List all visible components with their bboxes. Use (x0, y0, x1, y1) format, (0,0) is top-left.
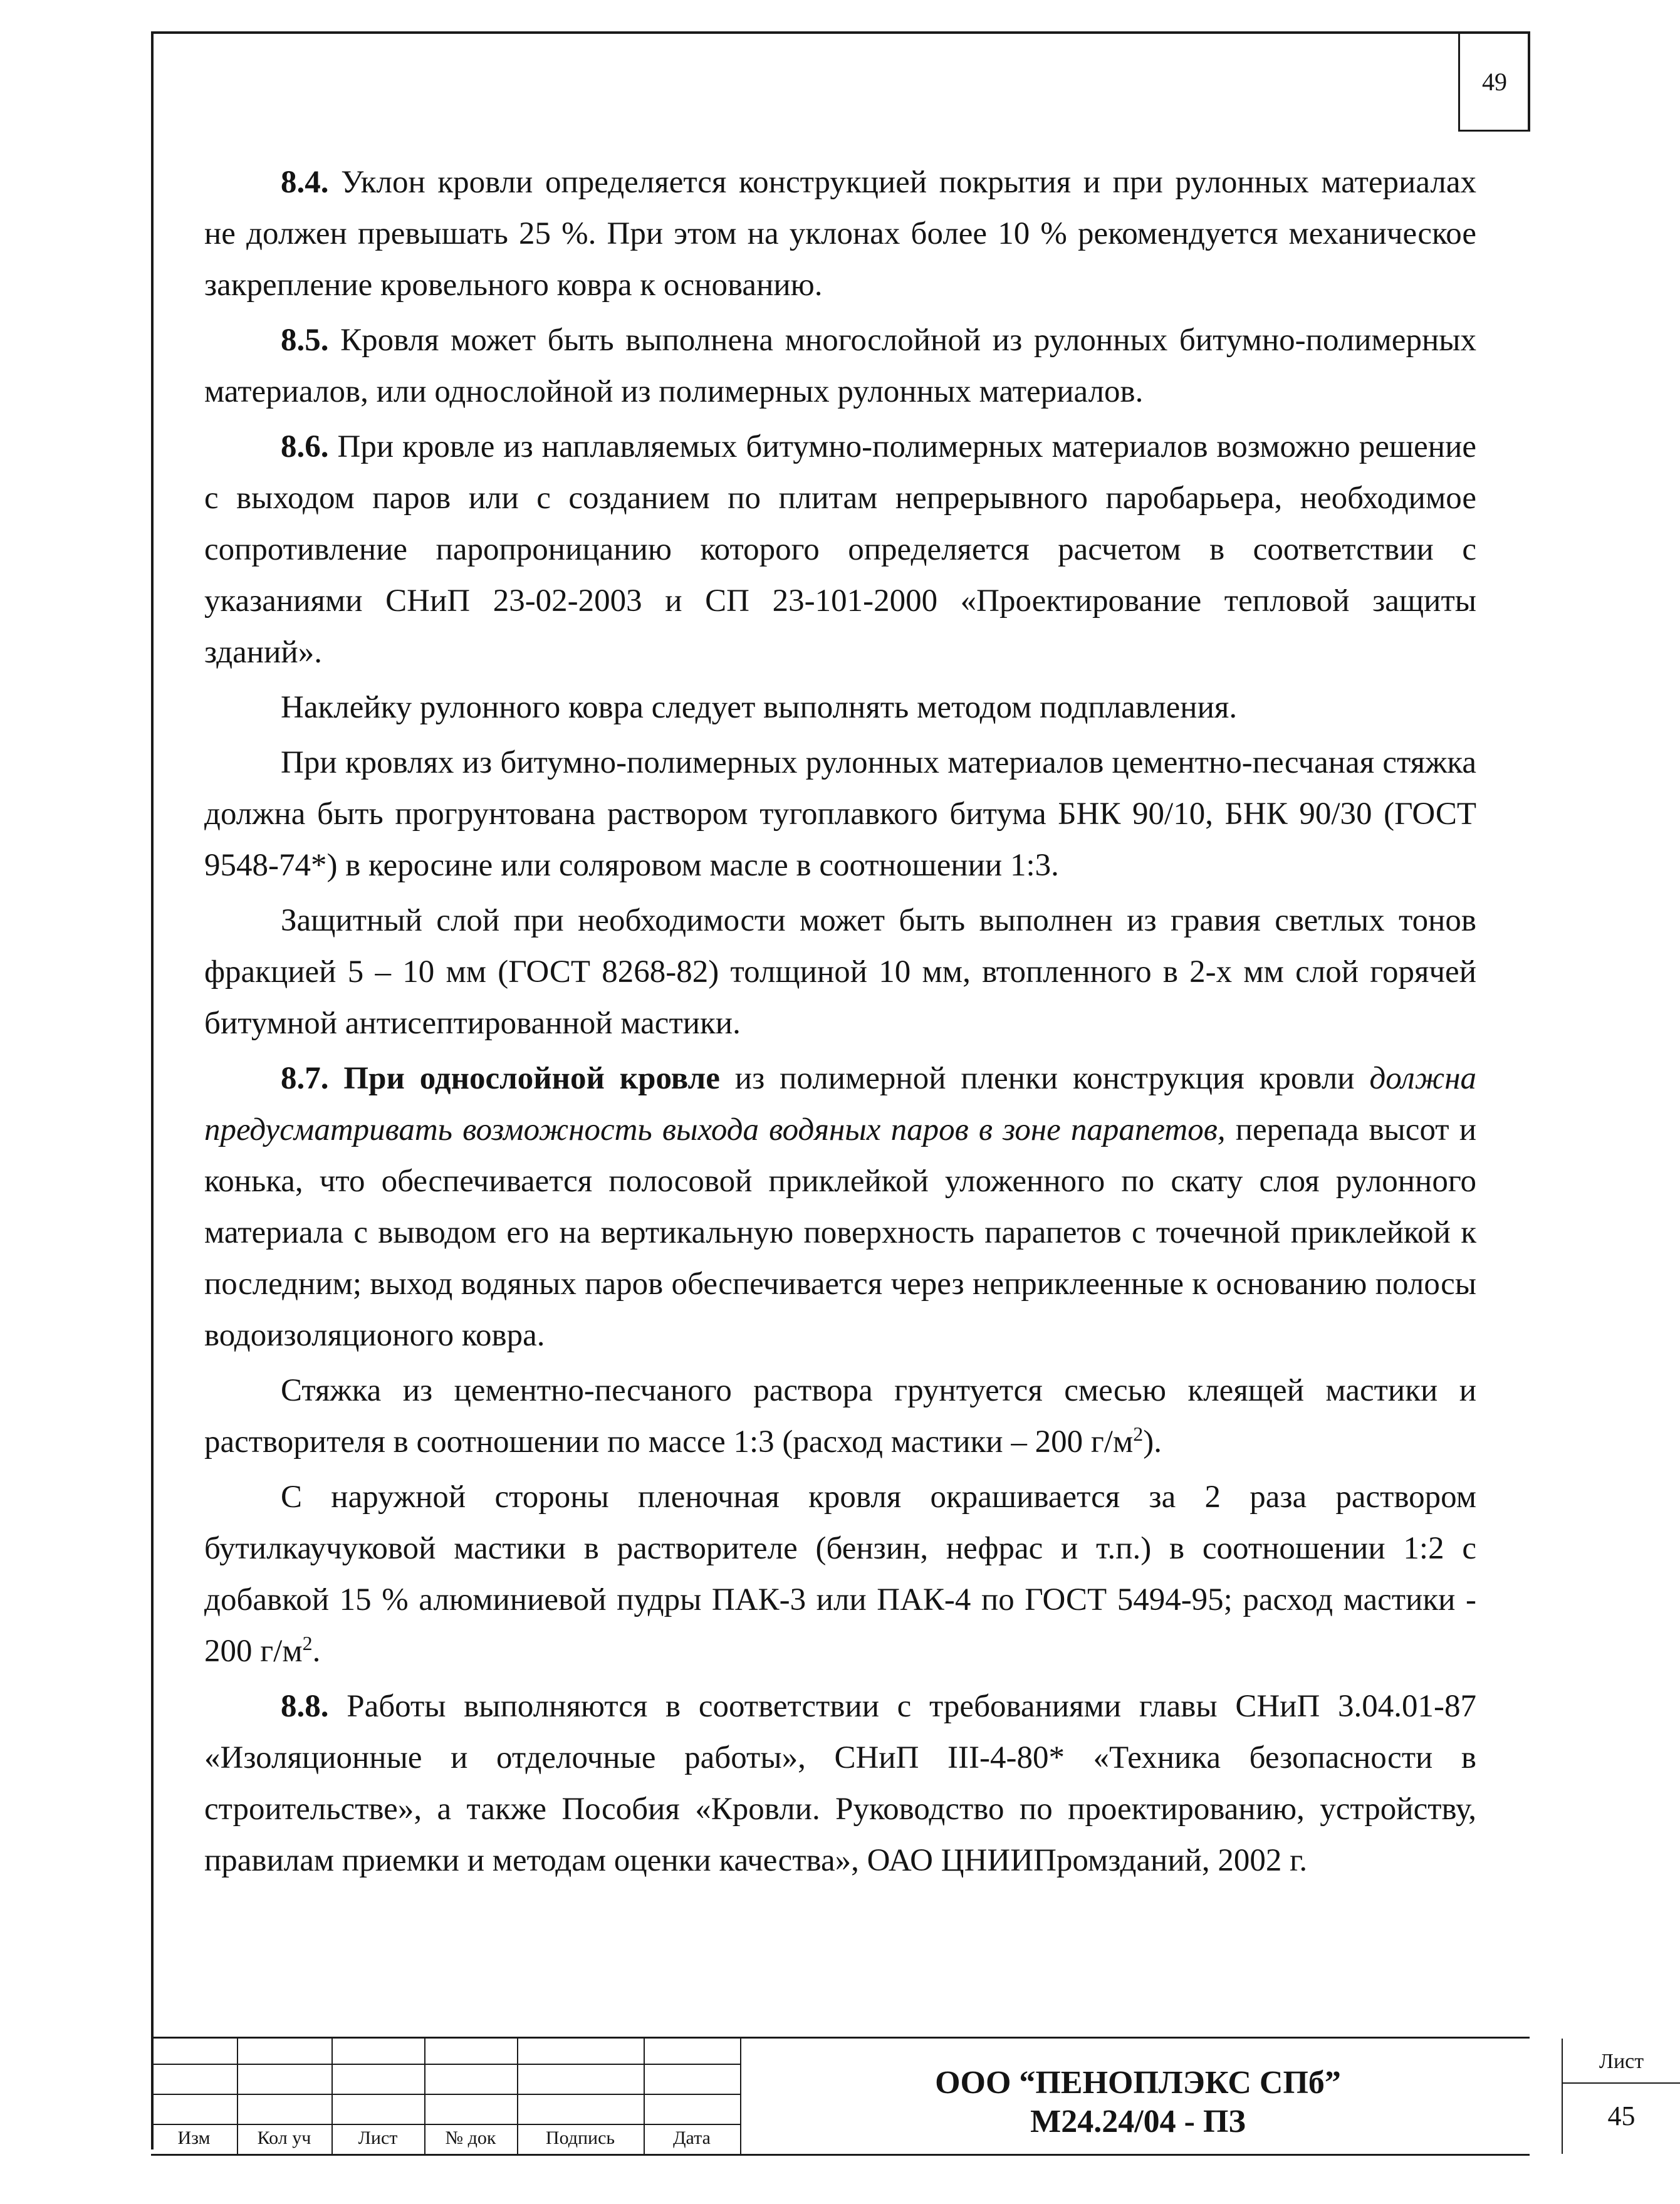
paragraph-8-4 (204, 157, 1476, 311)
paragraph-text: из полимерной пленки конструкция кровли (719, 1061, 1370, 1096)
organization-name: ООО “ПЕНОПЛЭКС СПб” (935, 2065, 1341, 2101)
paragraph-screed (204, 1365, 1476, 1468)
page-number: 49 (1482, 68, 1507, 96)
section-number: 8.4. (281, 165, 329, 200)
stamp-col-signature: Подпись (545, 2128, 615, 2148)
paragraph-tail: ). (1143, 1424, 1162, 1460)
stamp-col-line (740, 2039, 741, 2154)
paragraph-text: Уклон кровли определяется конструкцией покрытия и при рулонных материалах не должен превышать 25 %. При этом на уклонах более 10 % рекомендуется механическое закрепление кровельного ковра к основанию. (204, 165, 1476, 303)
paragraph-text: Работы выполняются в соответствии с требованиями главы СНиП 3.04.01-87 «Изоляционные и отделочные работы», СНиП III-4-80* «Техника безопасности в строительстве», а также Пособия «Кровли. Руководство по проектированию, устройству, правилам приемки и методам оценки качества», ОАО ЦНИИПромзданий, 2002 г. (204, 1689, 1476, 1878)
paragraph-8-5 (204, 315, 1476, 417)
paragraph-text: С наружной стороны пленочная кровля окрашивается за 2 раза раствором бутилкаучуковой мастики в растворителе (бензин, нефрас и т.п.) в соотношении 1:2 с добавкой 15 % алюминиевой пудры ПАК-3 или ПАК-4 по ГОСТ 5494-95; расход мастики - 200 г/м (204, 1480, 1476, 1669)
stamp-col-kol-uch: Кол уч (257, 2128, 311, 2148)
paragraph-8-6 (204, 421, 1476, 678)
paragraph-film-coating (204, 1471, 1476, 1677)
organization-block (743, 2064, 1533, 2141)
document-body (204, 157, 1476, 1890)
stamp-row-line (151, 2094, 740, 2095)
italic-phrase: должна предусматривать возможность выхода водяных паров в зоне парапетов, (204, 1061, 1476, 1147)
page-number-box (1458, 34, 1529, 132)
sheet-label: Лист (1599, 2050, 1644, 2073)
frame-left-border (151, 31, 154, 2149)
stamp-col-list: Лист (358, 2128, 398, 2148)
title-block-stamp (151, 2037, 1644, 2156)
paragraph-text: Кровля может быть выполнена многослойной из рулонных битумно-полимерных материалов, или однослойной из полимерных рулонных материалов. (204, 323, 1476, 409)
superscript: 2 (1133, 1423, 1144, 1445)
section-number: 8.6. (281, 429, 329, 464)
stamp-col-izm: Изм (177, 2128, 211, 2148)
stamp-col-date: Дата (673, 2128, 711, 2148)
frame-top-border (151, 31, 1528, 34)
superscript: 2 (302, 1632, 313, 1654)
section-number: 8.8. (281, 1689, 329, 1724)
paragraph-text: Стяжка из цементно-песчаного раствора грунтуется смесью клеящей мастики и растворителя в соотношении по массе 1:3 (расход мастики – 200 г/м (204, 1373, 1476, 1460)
bold-phrase: При однослойной кровле (328, 1061, 720, 1096)
stamp-row-line (151, 2064, 740, 2065)
paragraph-8-8 (204, 1681, 1476, 1886)
paragraph-text: перепада высот и конька, что обеспечивается полосовой приклейкой уложенного по скату слоя рулонного материала с выводом его на вертикальную поверхность парапетов с точечной приклейкой к последним; выход водяных паров обеспечивается через неприклеенные к основанию полосы водоизоляционого ковра. (204, 1112, 1476, 1353)
document-code: М24.24/04 - ПЗ (1030, 2104, 1246, 2139)
paragraph-text: При кровлях из битумно-полимерных рулонных материалов цементно-песчаная стяжка должна быть прогрунтована раствором тугоплавкого битума БНК 90/10, БНК 90/30 (ГОСТ 9548-74*) в керосине или соляровом масле в соотношении 1:3. (204, 745, 1476, 883)
paragraph-text: При кровле из наплавляемых битумно-полимерных материалов возможно решение с выходом паров или с созданием по плитам непрерывного паробарьера, необходимое сопротивление паропроницанию которого определяется расчетом в соответствии с указаниями СНиП 23-02-2003 и СП 23-101-2000 «Проектирование тепловой защиты зданий». (204, 429, 1476, 670)
paragraph-8-7 (204, 1053, 1476, 1361)
section-number: 8.5. (281, 323, 329, 358)
paragraph-text: Защитный слой при необходимости может быть выполнен из гравия светлых тонов фракцией 5 – 10 мм (ГОСТ 8268-82) толщиной 10 мм, втопленного в 2-х мм слой горячей битумной антисептированной мастики. (204, 903, 1476, 1041)
sheet-cell-divider (1563, 2082, 1680, 2084)
stamp-col-doc-number: № док (445, 2128, 496, 2148)
paragraph-tail: . (312, 1634, 321, 1669)
paragraph-text: Наклейку рулонного ковра следует выполнять методом подплавления. (281, 690, 1238, 725)
section-number: 8.7. (281, 1061, 329, 1096)
sheet-number: 45 (1607, 2101, 1636, 2131)
